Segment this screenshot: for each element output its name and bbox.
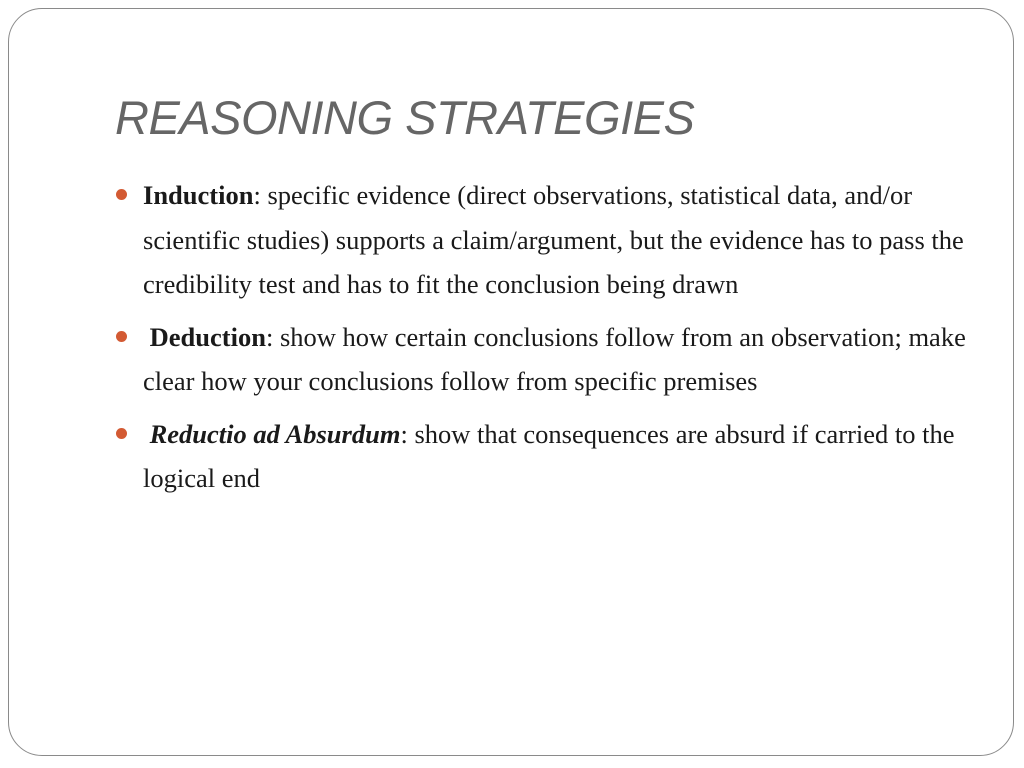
- bullet-term: Reductio ad Absurdum: [149, 418, 401, 449]
- bullet-text: : show how certain conclusions follow from an observation; make clear how your conclusions follow from specific premises: [143, 321, 966, 396]
- bullet-list: [115, 173, 977, 509]
- bullet-item-reductio: [115, 412, 977, 501]
- bullet-dot-icon: [116, 331, 127, 342]
- slide-title: REASONING STRATEGIES: [115, 91, 695, 144]
- bullet-dot-icon: [116, 189, 127, 200]
- bullet-text: : specific evidence (direct observations, statistical data, and/or scientific studies) supports a claim/argument, but the evidence has to pass the credibility test and has to fit the conclusion being drawn: [143, 180, 964, 299]
- bullet-term: Induction: [143, 180, 254, 210]
- bullet-dot-icon: [116, 428, 127, 439]
- bullet-item-induction: [115, 173, 977, 307]
- slide-frame: [8, 8, 1014, 756]
- bullet-term: Deduction: [149, 321, 266, 352]
- bullet-item-deduction: [115, 315, 977, 404]
- bullet-text: : show that consequences are absurd if carried to the logical end: [143, 418, 955, 493]
